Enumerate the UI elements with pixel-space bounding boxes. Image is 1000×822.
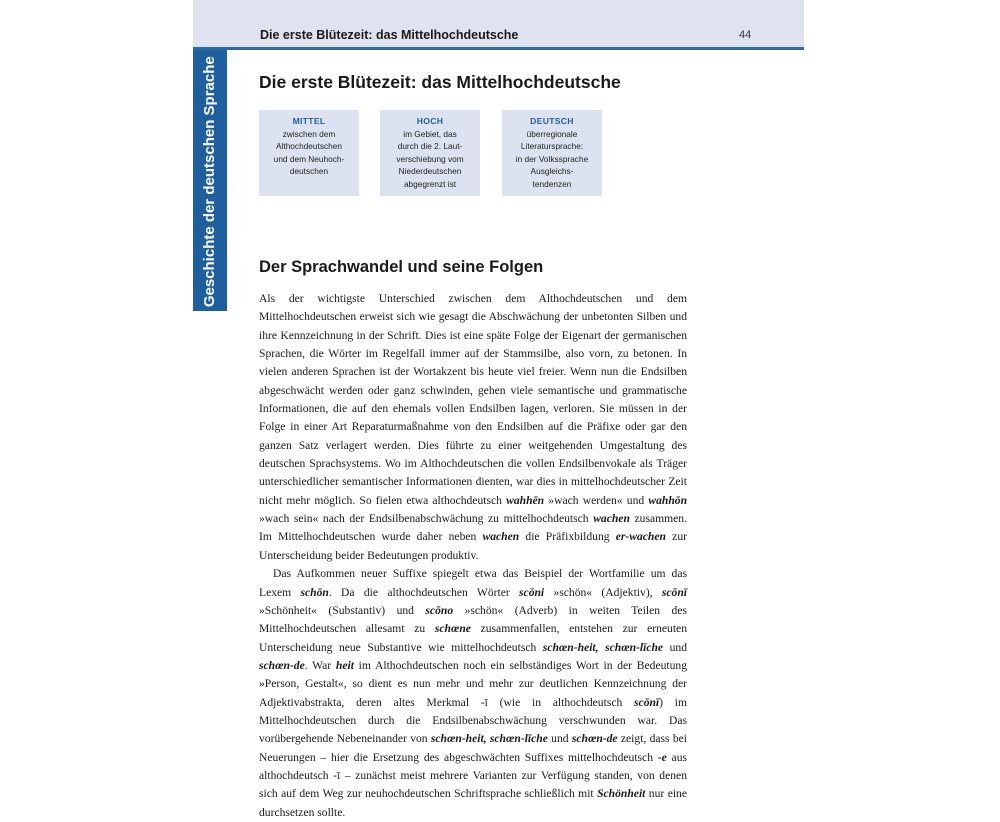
italic-term: scōnī xyxy=(634,695,660,709)
text-run: Als der wichtigste Unterschied zwischen dem Althochdeutschen und dem Mittelhochdeutschen erweist sich wie gesagt die Abschwächung der unbetonten Silben und ihre Kennzeichnung in der Schrift. Dies ist eine späte Folge der Eigenart der germanischen Sprachen, die Wörter im Regelfall immer auf der Stammsilbe, also vorn, zu betonen. In vielen anderen Sprachen ist der Wortakzent bis heute viel freier. Wenn nun die Endsilben abgeschwächt werden oder ganz schwinden, gehen viele semantische und grammatische Informationen, die auf den ehemals vollen Endsilben lagen, verloren. Sie müssen in der Folge in einer Art Reparaturmaßnahme von den Endsilben auf die Präfixe oder gar den ganzen Satz verlagert werden. Dies führte zu einer weitgehenden Umgestaltung des deutschen Sprachsystems. Wo im Althochdeutschen die vollen Endsilbenvokale als Träger unterschiedlicher semantischer Informationen dienten, war dies in mittelhochdeutscher Zeit nicht mehr möglich. So fielen etwa althochdeutsch xyxy=(259,292,687,507)
italic-term: wachen xyxy=(593,512,630,526)
text-run: ) im Mittelhochdeutschen durch die Endsilbenabschwächung verschwunden war. Das vorübergehende Nebeneinander von xyxy=(259,695,688,746)
info-box-line: durch die 2. Laut- xyxy=(397,141,463,151)
italic-term: schōn xyxy=(300,585,329,599)
italic-term: wahhōn xyxy=(648,493,688,507)
italic-term: scōno xyxy=(425,603,454,617)
text-run: . War xyxy=(304,658,336,672)
italic-term: schœn-de xyxy=(259,658,305,672)
info-box-line: in der Volkssprache xyxy=(515,153,589,164)
chapter-side-tab-label: Zur Geschichte der deutschen Sprache xyxy=(201,56,218,336)
info-box-hoch xyxy=(380,110,480,196)
info-box-line: Althochdeutschen xyxy=(276,141,342,151)
italic-term: schœne xyxy=(434,622,471,636)
book-page xyxy=(193,0,804,819)
text-run: aus althochdeutsch -ī – zunächst meist mehrere Varianten zur Verfügung standen, von denen sich auf dem Weg zur neuhochdeutschen Schriftsprache schließlich mit xyxy=(259,750,688,801)
text-run: die Präfixbildung xyxy=(519,530,616,544)
text-run: im Althochdeutschen noch ein selbständiges Wort in der Bedeutung »Person, Gestalt«, so dient es nun mehr und mehr zur deutlichen Kennzeichnung der Adjektivabstrakta, deren altes Merkmal -ī (wie in althochdeutsch xyxy=(259,658,687,709)
chapter-side-tab xyxy=(193,50,227,336)
text-run: und xyxy=(663,640,687,654)
info-box-title: HOCH xyxy=(416,116,444,126)
text-run: »schön« (Adjektiv), xyxy=(544,585,662,599)
paragraph xyxy=(259,565,687,822)
info-box-line: zwischen dem xyxy=(282,128,336,139)
page-number: 44 xyxy=(739,29,752,41)
italic-term: schœn-heit, schœn-līche xyxy=(542,640,664,654)
section-title: Die erste Blütezeit: das Mittelhochdeutsche xyxy=(259,72,621,92)
info-box-line: überregionale xyxy=(526,128,578,139)
text-run: . Da die althochdeutschen Wörter xyxy=(328,585,520,599)
italic-term: scōni xyxy=(519,585,545,599)
italic-term: schœn-de xyxy=(571,732,618,746)
text-run: »Schönheit« (Substantiv) und xyxy=(259,603,426,617)
italic-term: scōnī xyxy=(661,585,688,599)
info-box-line: abgegrenzt ist xyxy=(403,178,457,189)
info-box-line: tendenzen xyxy=(532,178,572,189)
header-rule xyxy=(193,47,804,50)
text-run: und xyxy=(547,732,572,746)
info-box-deutsch xyxy=(502,110,602,196)
info-box-line: und dem Neuhoch- xyxy=(273,153,345,164)
text-run: zusammen. Im Mittelhochdeutschen wurde daher neben xyxy=(259,512,687,544)
running-header xyxy=(193,0,804,48)
italic-term: schœn-heit, schœn-līche xyxy=(430,732,548,746)
info-box-line: verschiebung vom xyxy=(396,153,464,164)
text-run: »schön« (Adverb) in weiten Teilen des Mittelhochdeutschen allesamt zu xyxy=(259,603,687,636)
text-run: nur eine durchsetzen sollte. xyxy=(259,787,687,819)
body-text xyxy=(259,290,687,822)
text-run: »wach sein« nach der Endsilbenabschwächung zu mittelhochdeutsch xyxy=(259,512,594,526)
running-title: Die erste Blütezeit: das Mittelhochdeutsche xyxy=(260,28,519,42)
italic-term: er-wachen xyxy=(615,530,666,544)
info-box-title: DEUTSCH xyxy=(530,116,574,126)
info-box-line: im Gebiet, das xyxy=(403,128,457,139)
text-run: Das Aufkommen neuer Suffixe spiegelt etwa das Beispiel der Wortfamilie um das Lexem xyxy=(259,567,687,599)
info-box-line: deutschen xyxy=(289,166,329,176)
italic-term: -e xyxy=(657,750,667,764)
italic-term: Schönheit xyxy=(597,787,646,801)
text-run: zur Unterscheidung beider Bedeutungen produktiv. xyxy=(259,530,687,562)
text-run: zeigt, dass bei Neuerungen – hier die Ersetzung des abgeschwächten Suffixes mittelhochdeutsch xyxy=(259,732,687,764)
italic-term: wahhēn xyxy=(506,493,545,507)
italic-term: wachen xyxy=(482,530,520,544)
info-box-title: MITTEL xyxy=(292,116,326,126)
info-box-mittel xyxy=(259,110,359,196)
text-run: »wach werden« und xyxy=(544,493,649,507)
info-box-line: Literatursprache: xyxy=(520,141,584,151)
subsection-title: Der Sprachwandel und seine Folgen xyxy=(259,258,544,276)
info-box-line: Niederdeutschen xyxy=(398,166,462,176)
info-box-line: Ausgleichs- xyxy=(530,166,574,176)
italic-term: heit xyxy=(335,658,354,672)
text-run: zusammenfallen, entstehen zur erneuten Unterscheidung neue Substantive wie mittelhochdeutsch xyxy=(259,622,687,654)
paragraph xyxy=(259,290,687,565)
